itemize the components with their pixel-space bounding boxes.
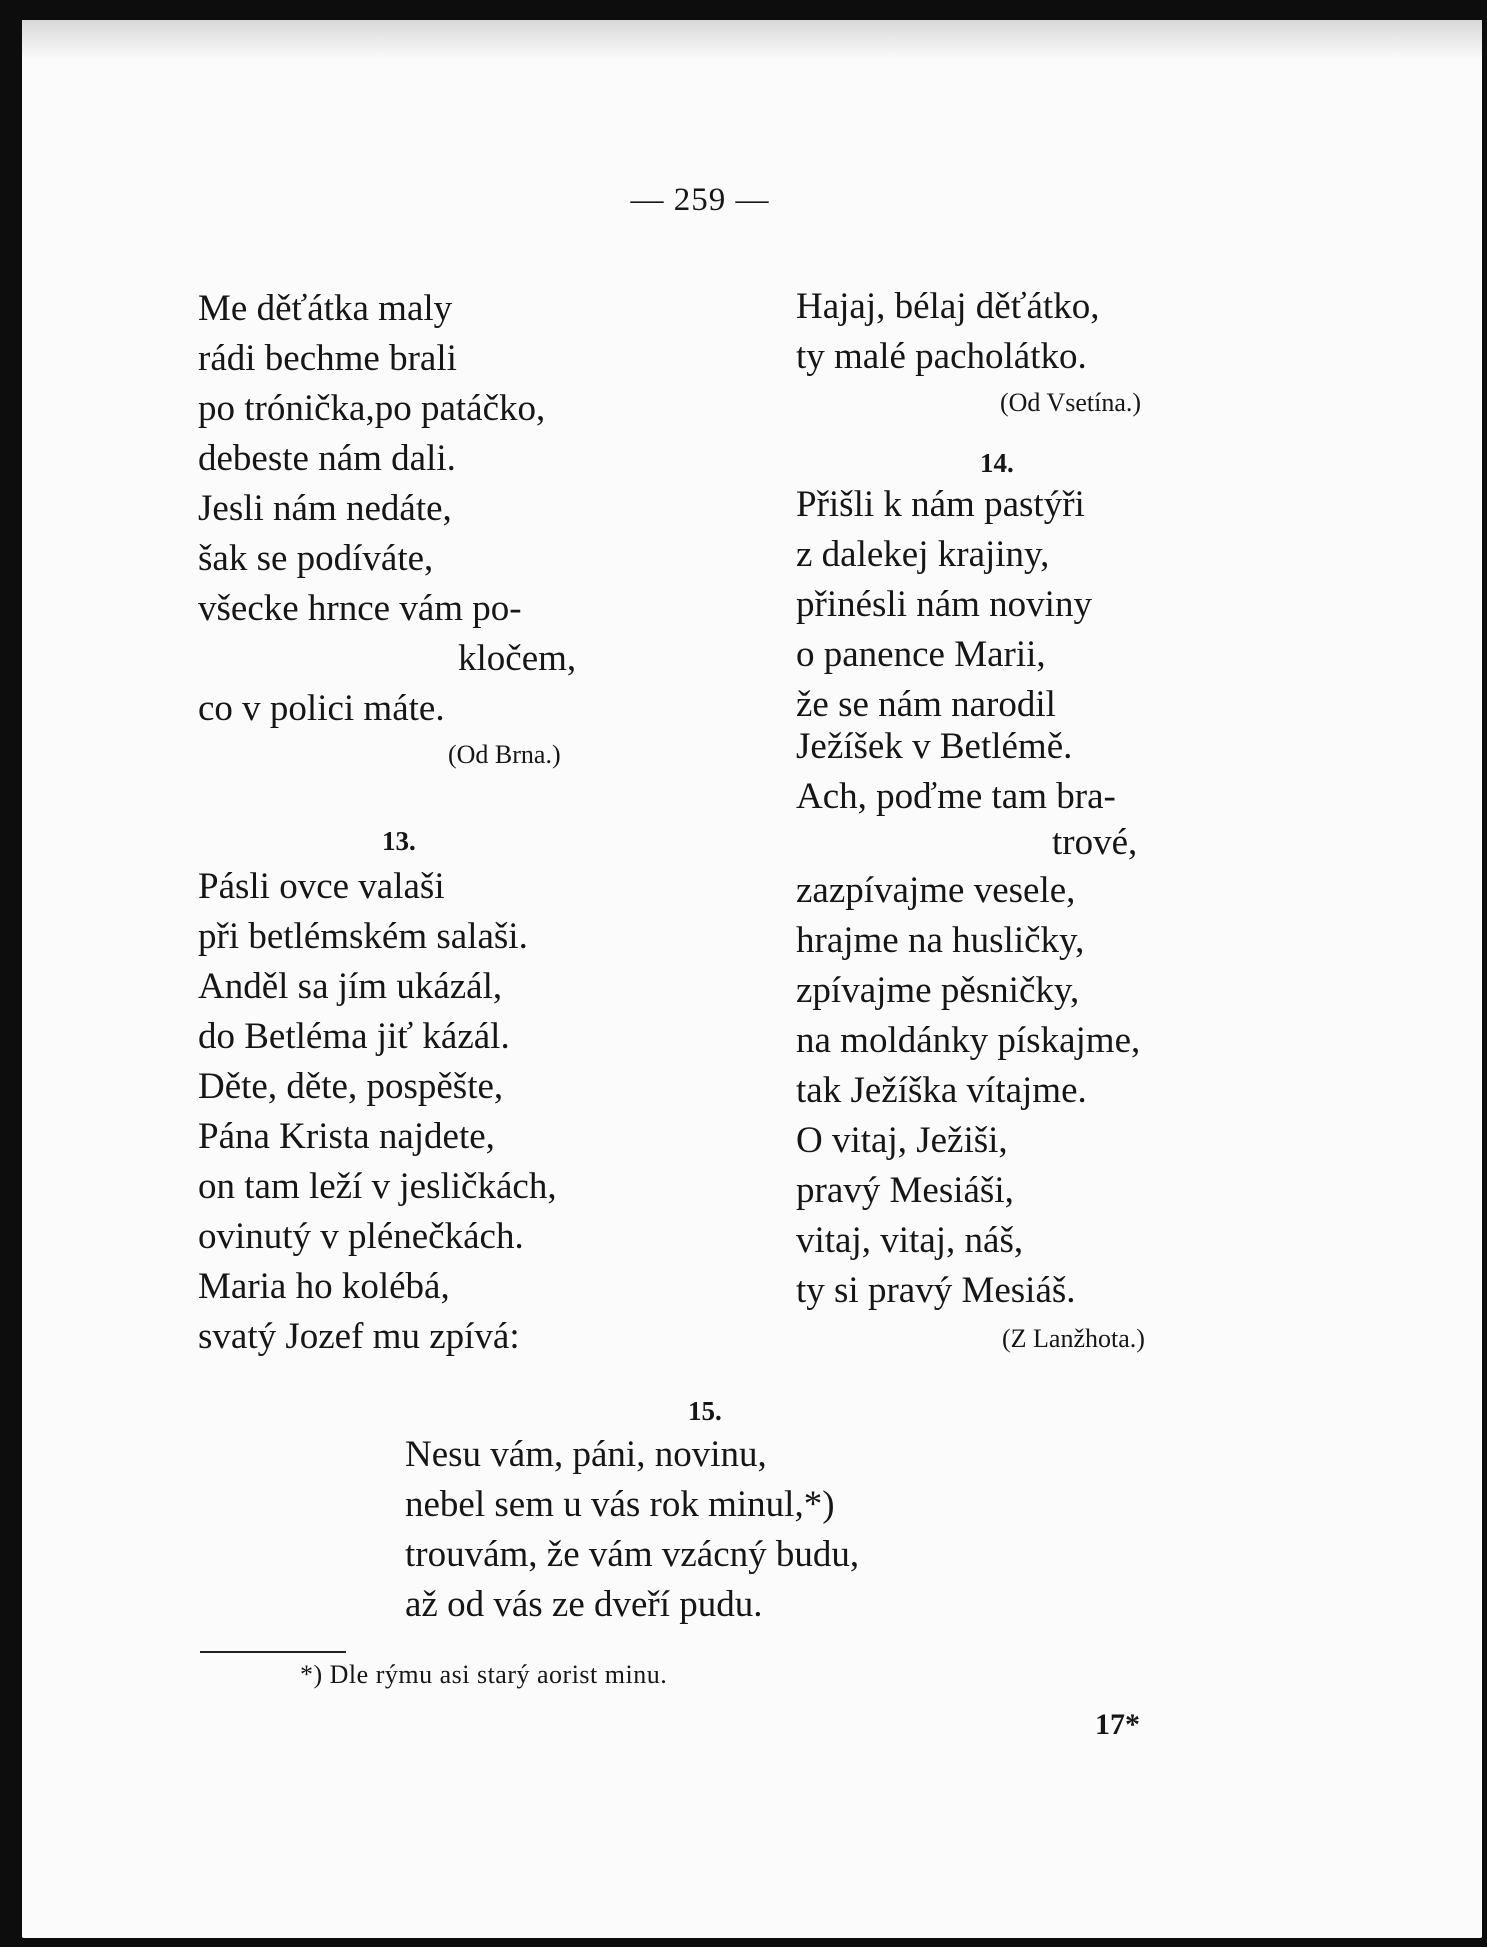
- poem-line-continuation: kločem,: [458, 638, 577, 679]
- poem-line: nebel sem u vás rok minul,*): [405, 1484, 835, 1525]
- poem-line: že se nám narodil: [796, 684, 1056, 725]
- poem-line: hrajme na husličky,: [796, 920, 1085, 961]
- poem-line: Anděl sa jím ukázál,: [198, 966, 503, 1007]
- poem-line: Maria ho kolébá,: [198, 1266, 450, 1307]
- poem-line: debeste nám dali.: [198, 438, 456, 479]
- poem-line: co v polici máte.: [198, 688, 445, 729]
- poem-line: do Betléma jiť kázál.: [198, 1016, 510, 1057]
- poem-line: až od vás ze dveří pudu.: [405, 1584, 763, 1625]
- footnote-divider: [200, 1651, 346, 1653]
- poem-line: ovinutý v plénečkách.: [198, 1216, 524, 1257]
- poem-line: zpívajme pěsničky,: [796, 970, 1080, 1011]
- poem-line: Jesli nám nedáte,: [198, 488, 452, 529]
- poem-line: Pásli ovce valaši: [198, 866, 445, 907]
- poem-line: Ježíšek v Betlémě.: [796, 726, 1073, 767]
- poem-line: na moldánky pískajme,: [796, 1020, 1141, 1061]
- printer-signature: 17*: [1095, 1708, 1140, 1741]
- poem-line: Me děťátka maly: [198, 288, 453, 329]
- poem-number: 14.: [980, 448, 1014, 478]
- poem-line: Děte, děte, pospěšte,: [198, 1066, 504, 1107]
- footnote: *) Dle rýmu asi starý aorist minu.: [300, 1660, 668, 1689]
- poem-line: Nesu vám, páni, novinu,: [405, 1434, 767, 1475]
- poem-line: Přišli k nám pastýři: [796, 484, 1085, 525]
- poem-line: vitaj, vitaj, náš,: [796, 1220, 1024, 1261]
- poem-line-continuation: trové,: [1052, 822, 1138, 863]
- poem-line: Ach, poďme tam bra-: [796, 776, 1116, 817]
- poem-line: o panence Marii,: [796, 634, 1046, 675]
- poem-line: ty si pravý Mesiáš.: [796, 1270, 1076, 1311]
- poem-line: pravý Mesiáši,: [796, 1170, 1014, 1211]
- poem-line: z dalekej krajiny,: [796, 534, 1050, 575]
- poem-line: Pána Krista najdete,: [198, 1116, 495, 1157]
- poem-line: O vitaj, Ježiši,: [796, 1120, 1008, 1161]
- poem-line: trouvám, že vám vzácný budu,: [405, 1534, 860, 1575]
- poem-number: 15.: [688, 1396, 722, 1426]
- page-shadow: [22, 20, 1482, 60]
- poem-line: tak Ježíška vítajme.: [796, 1070, 1087, 1111]
- poem-number: 13.: [382, 826, 416, 856]
- poem-source: (Od Vsetína.): [1000, 388, 1142, 417]
- poem-line: Hajaj, bélaj děťátko,: [796, 286, 1100, 327]
- poem-line: všecke hrnce vám po-: [198, 588, 522, 629]
- poem-line: svatý Jozef mu zpívá:: [198, 1316, 520, 1357]
- poem-line: on tam leží v jesličkách,: [198, 1166, 557, 1207]
- page-number: — 259 —: [630, 182, 770, 218]
- poem-line: rádi bechme brali: [198, 338, 457, 379]
- poem-line: ty malé pacholátko.: [796, 336, 1087, 377]
- poem-source: (Z Lanžhota.): [1002, 1324, 1145, 1353]
- poem-line: zazpívajme vesele,: [796, 870, 1076, 911]
- poem-line: šak se podíváte,: [198, 538, 434, 579]
- poem-source: (Od Brna.): [448, 740, 561, 769]
- poem-line: přinésli nám noviny: [796, 584, 1092, 625]
- poem-line: po trónička,po patáčko,: [198, 388, 546, 429]
- poem-line: při betlémském salaši.: [198, 916, 528, 957]
